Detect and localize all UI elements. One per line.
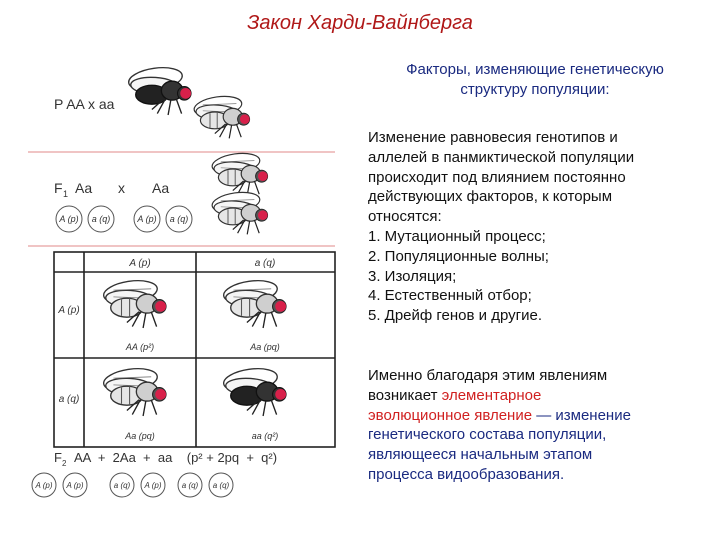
grid-border <box>54 252 335 447</box>
page-title: Закон Харди-Вайнберга <box>247 12 473 34</box>
row-header: A (p) <box>58 305 80 316</box>
list-item: 5. Дрейф генов и другие. <box>368 307 542 325</box>
cell-genotype: AA (p²) <box>125 342 155 352</box>
text-line: Именно благодаря этим явлениям <box>368 367 608 384</box>
fly-icon <box>211 190 268 235</box>
column-header: a (q) <box>254 258 276 269</box>
highlight-text: элементарное <box>441 386 542 404</box>
subtitle-line: структуру популяции: <box>460 81 610 98</box>
fly-icon <box>102 366 166 416</box>
text-line: генетического состава популяции, <box>368 426 607 444</box>
gamete-label: A (p) <box>137 214 157 224</box>
list-item: 4. Естественный отбор; <box>368 287 532 305</box>
gamete-label: a (q) <box>212 481 230 490</box>
cell-genotype: aa (q²) <box>251 431 279 441</box>
column-header: A (p) <box>129 258 151 269</box>
f2-label: F <box>54 450 62 465</box>
f1-gametes <box>56 206 192 232</box>
text-line: Изменение равновесия генотипов и <box>368 129 618 146</box>
gamete-label: a (q) <box>91 214 111 224</box>
gamete-label: A (p) <box>35 481 53 490</box>
fly-dark-icon <box>127 65 191 115</box>
f2-gametes <box>32 473 233 497</box>
f1-subscript: 1 <box>63 189 69 199</box>
gamete-label: A (p) <box>59 214 79 224</box>
list-item: 1. Мутационный процесс; <box>368 227 546 245</box>
gamete-label: a (q) <box>169 214 189 224</box>
f2-subscript: 2 <box>62 459 67 468</box>
fly-icon <box>193 94 250 139</box>
f1-label: F <box>54 180 63 196</box>
text-line: действующих факторов, к которым <box>368 188 613 206</box>
cell-genotype: Aa (pq) <box>250 342 280 352</box>
text-span: — изменение <box>532 406 631 424</box>
punnett-square <box>54 252 335 447</box>
subtitle-line: Факторы, изменяющие генетическую <box>406 61 664 78</box>
text-line: относятся: <box>368 208 442 226</box>
gamete-label: A (p) <box>66 481 84 490</box>
text-line: происходит под влиянием постоянно <box>368 168 626 186</box>
fly-icon <box>211 151 268 196</box>
fly-icon <box>222 278 286 328</box>
list-item: 2. Популяционные волны; <box>368 247 549 265</box>
fly-dark-icon <box>222 366 286 416</box>
text-line: аллелей в панмиктической популяции <box>368 148 635 166</box>
gamete-label: A (p) <box>144 481 162 490</box>
cross-sign: x <box>118 180 125 196</box>
list-item: 3. Изоляция; <box>368 267 457 285</box>
gamete-label: a (q) <box>113 481 131 490</box>
text-line: процесса видообразования. <box>368 465 565 483</box>
parent-cross-label: P AA x aa <box>54 96 115 112</box>
f1-genotype: Aa <box>75 180 93 196</box>
text-line: являющееся начальным этапом <box>368 446 593 464</box>
fly-icon <box>102 278 166 328</box>
f2-formula: AA + 2Aa + aa (p² + 2pq + q²) <box>74 450 278 465</box>
gamete-label: a (q) <box>181 481 199 490</box>
highlight-text: эволюционное явление <box>368 406 533 424</box>
row-header: a (q) <box>58 394 80 405</box>
cell-genotype: Aa (pq) <box>125 431 155 441</box>
text-span: возникает <box>368 386 442 404</box>
f1-genotype: Aa <box>152 180 170 196</box>
